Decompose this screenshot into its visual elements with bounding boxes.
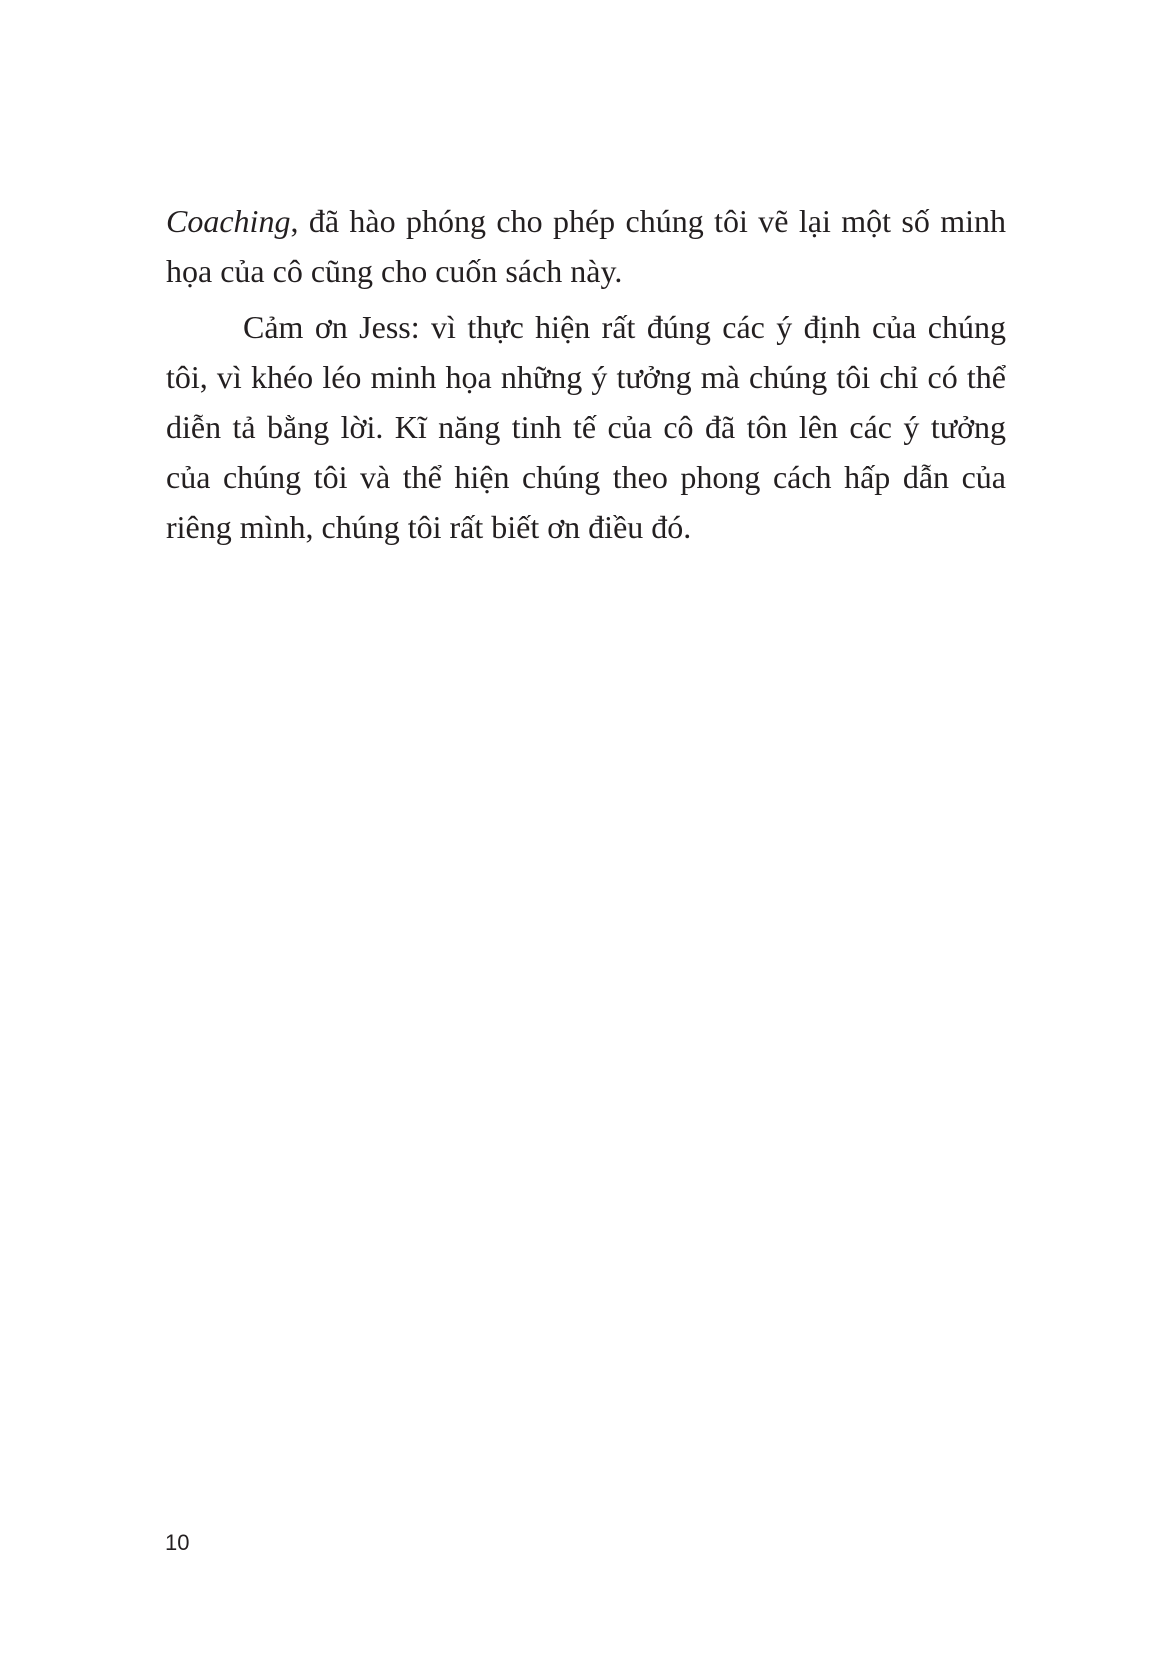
paragraph-continuation [166, 196, 1006, 296]
paragraph-text: , đã hào phóng cho phép chúng tôi vẽ lại một số minh họa của cô cũng cho cuốn sách này. [166, 203, 1006, 289]
body-text [166, 196, 1006, 552]
paragraph-thanks-jess: Cảm ơn Jess: vì thực hiện rất đúng các ý định của chúng tôi, vì khéo léo minh họa những ý tưởng mà chúng tôi chỉ có thể diễn tả bằng lời. Kĩ năng tinh tế của cô đã tôn lên các ý tưởng của chúng tôi và thể hiện chúng theo phong cách hấp dẫn của riêng mình, chúng tôi rất biết ơn điều đó. [166, 309, 1006, 545]
page-number: 10 [165, 1530, 190, 1555]
italic-term: Coaching [166, 203, 291, 239]
